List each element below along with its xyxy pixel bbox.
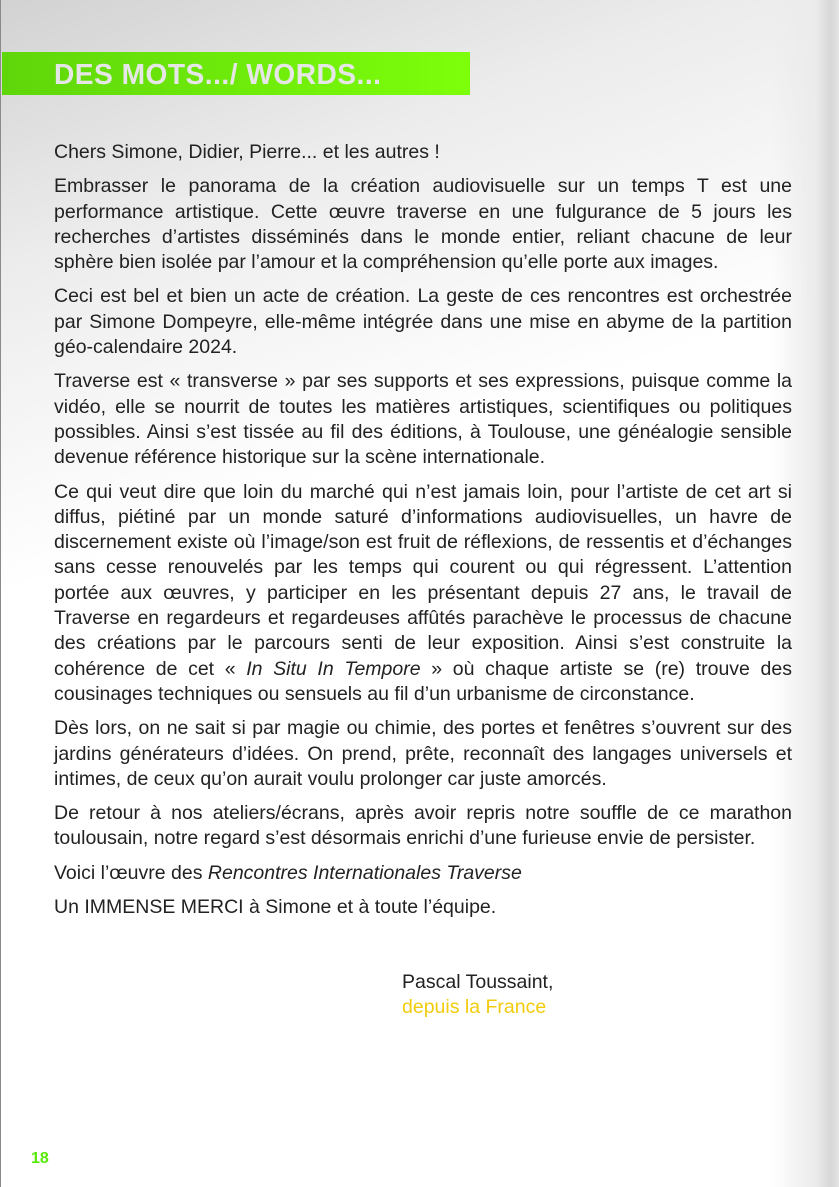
paragraph-7-italic: Rencontres Internationales Traverse [207,861,522,884]
paragraph-4-text-a: Ce qui veut dire que loin du marché qui n’est jamais loin, pour l’artiste de cet art si diffus, piétiné par un monde saturé d’informations audiovisuelles, un havre de discernement existe où l’image/son est fruit de réflexions, de ressentis et d’échanges sans cesse renouvelés par les temps qui courent ou qui régressent. L’attention portée aux œuvres, y participer en les présentant depuis 27 ans, le travail de Traverse en regardeurs et regardeuses affûtés parachève le processus de chacune des créations par le parcours senti de leur exposition. Ainsi s’est construite la cohérence de cet « [54,480,792,680]
paragraph-6: De retour à nos ateliers/écrans, après avoir repris notre souffle de ce marathon toulousain, notre regard s’est désormais enrichi d’une furieuse envie de persister. [54,802,792,850]
paragraph-4-italic: In Situ In Tempore [246,657,421,680]
greeting: Chers Simone, Didier, Pierre... et les autres ! [54,141,440,163]
paragraph-4-text-b: » où chaque artiste se (re) trouve des cousinages techniques ou sensuels au fil d’un urbanisme de circonstance. [54,657,792,705]
signature-location: depuis la France [402,996,547,1018]
paragraph-3: Traverse est « transverse » par ses supports et ses expressions, puisque comme la vidéo, elle se nourrit de toutes les matières artistiques, scientifiques ou politiques possibles. Ainsi s’est tissée au fil des éditions, à Toulouse, une généalogie sensible devenue référence historique sur la scène internationale. [54,370,792,469]
paragraph-1: Embrasser le panorama de la création audiovisuelle sur un temps T est une performance artistique. Cette œuvre traverse en une fulgurance de 5 jours les recherches d’artistes disséminés dans le monde entier, reliant chacune de leur sphère bien isolée par l’amour et la compréhension qu’elle porte aux images. [54,175,792,274]
paragraph-2: Ceci est bel et bien un acte de création. La geste de ces rencontres est orchestrée par Simone Dompeyre, elle-même intégrée dans une mise en abyme de la partition géo-calendaire 2024. [54,285,792,359]
paragraph-5: Dès lors, on ne sait si par magie ou chimie, des portes et fenêtres s’ouvrent sur des jardins générateurs d’idées. On prend, prête, reconnaît des langages universels et intimes, de ceux qu’on aurait voulu prolonger car juste amorcés. [54,717,792,790]
page-number: 18 [31,1150,49,1167]
paragraph-7-text: Voici l’œuvre des [54,861,208,884]
paragraph-7 [54,861,792,886]
paragraph-8: Un IMMENSE MERCI à Simone et à toute l’équipe. [54,896,497,919]
page-title: DES MOTS.../ WORDS... [54,59,382,91]
letter-body [54,140,792,929]
signature [402,970,553,1020]
paragraph-4 [54,480,792,708]
signature-name: Pascal Toussaint, [402,971,554,993]
